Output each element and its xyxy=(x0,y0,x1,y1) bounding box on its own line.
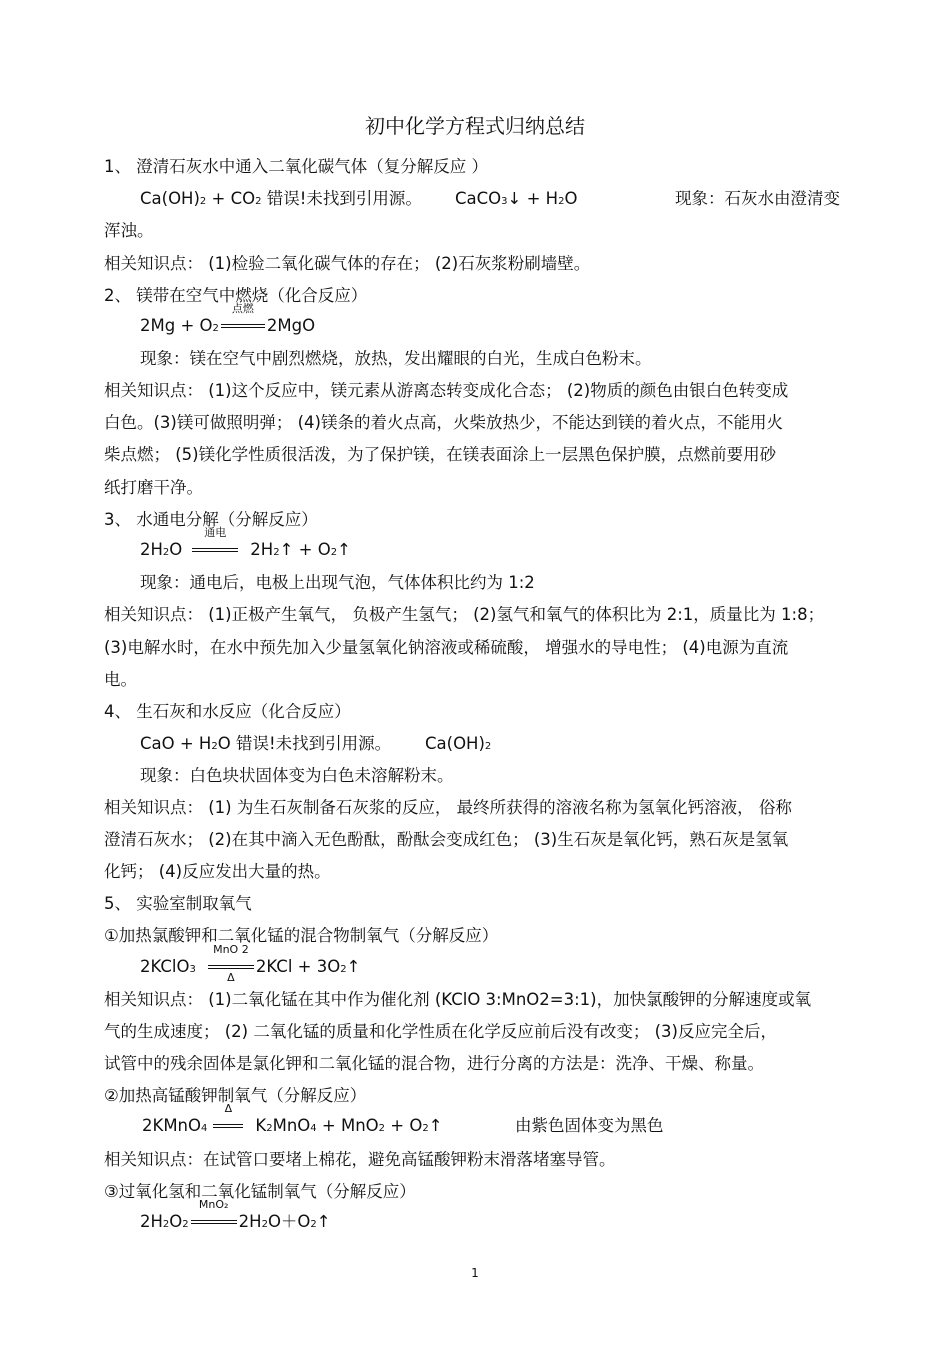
section-5-method-3: ③过氧化氢和二氧化锰制氧气（分解反应） xyxy=(104,1182,416,1201)
page-title: 初中化学方程式归纳总结 xyxy=(365,114,585,138)
equation-1-product: CaCO3↓ + H2O xyxy=(455,189,578,208)
section-5-knowledge-1: 相关知识点： (1)二氧化锰在其中作为催化剂 (KClO 3:MnO2=3:1)，加快氯酸钾的分解速度或氧 xyxy=(104,990,812,1009)
equation-4-product: Ca(OH)2 xyxy=(425,734,492,753)
section-2-knowledge-4: 纸打磨干净。 xyxy=(104,478,203,497)
section-3-heading: 3、 水通电分解（分解反应） xyxy=(104,510,318,529)
section-5-method-1: ①加热氯酸钾和二氧化锰的混合物制氧气（分解反应） xyxy=(104,926,499,945)
section-4-heading: 4、 生石灰和水反应（化合反应） xyxy=(104,702,351,721)
reaction-condition-catalyst: MnO₂ xyxy=(191,1211,237,1233)
section-1-phenomenon: 现象：石灰水由澄清变 xyxy=(675,189,840,208)
section-5-heading: 5、 实验室制取氧气 xyxy=(104,894,252,913)
section-1-knowledge: 相关知识点： (1)检验二氧化碳气体的存在； (2)石灰浆粉刷墙壁。 xyxy=(104,254,591,273)
equation-5-2-note: 由紫色固体变为黑色 xyxy=(515,1116,664,1135)
equation-2: 2Mg + O2 点燃 2MgO xyxy=(140,302,316,335)
section-3-knowledge-2: (3)电解水时，在水中预先加入少量氢氧化钠溶液或稀硫酸， 增强水的导电性； (4)电源为直流 xyxy=(104,638,789,657)
section-4-phenomenon: 现象：白色块状固体变为白色未溶解粉末。 xyxy=(140,766,454,785)
equation-1: Ca(OH)2 + CO2 错误!未找到引用源。 xyxy=(140,189,422,208)
section-2-knowledge-1: 相关知识点： (1)这个反应中，镁元素从游离态转变成化合态； (2)物质的颜色由银白色转变成 xyxy=(104,381,789,400)
section-3-knowledge-3: 电。 xyxy=(104,670,137,689)
equation-5-3: 2H2O2 MnO₂ 2H2O＋O2↑ xyxy=(140,1198,331,1231)
reaction-condition-heat: Δ xyxy=(213,1115,243,1137)
equation-5-2: 2KMnO4 Δ K2MnO4 + MnO2 + O2↑ xyxy=(142,1102,443,1135)
section-2-knowledge-3: 柴点燃； (5)镁化学性质很活泼，为了保护镁，在镁表面涂上一层黑色保护膜，点燃前要用砂 xyxy=(104,445,777,464)
equation-5-1: 2KClO3 MnO 2 Δ 2KCl + 3O2↑ xyxy=(140,943,361,984)
section-5-method-2: ②加热高锰酸钾制氧气（分解反应） xyxy=(104,1086,367,1105)
section-5-knowledge-3: 试管中的残余固体是氯化钾和二氧化锰的混合物，进行分离的方法是：洗净、干燥、称量。 xyxy=(104,1054,764,1073)
section-5-knowledge-2: 气的生成速度； (2) 二氧化锰的质量和化学性质在化学反应前后没有改变； (3)反应完全后， xyxy=(104,1022,777,1041)
section-3-knowledge-1: 相关知识点： (1)正极产生氧气， 负极产生氢气； (2)氢气和氧气的体积比为 2:1，质量比为 1:8； xyxy=(104,605,825,624)
reaction-condition-electrolysis: 通电 xyxy=(192,539,238,561)
section-4-knowledge-2: 澄清石灰水； (2)在其中滴入无色酚酞，酚酞会变成红色； (3)生石灰是氧化钙，熟石灰是氢氧 xyxy=(104,830,789,849)
equation-4: CaO + H2O 错误!未找到引用源。 xyxy=(140,734,392,753)
section-2-heading: 2、 镁带在空气中燃烧（化合反应） xyxy=(104,286,368,305)
section-5-knowledge-4: 相关知识点：在试管口要堵上棉花，避免高锰酸钾粉末滑落堵塞导管。 xyxy=(104,1150,616,1169)
equation-3: 2H2O 通电 2H2↑ + O2↑ xyxy=(140,526,351,559)
section-2-knowledge-2: 白色。(3)镁可做照明弹； (4)镁条的着火点高，火柴放热少，不能达到镁的着火点，不能用火 xyxy=(104,413,783,432)
section-1-phenomenon-cont: 浑浊。 xyxy=(104,221,154,240)
section-4-knowledge-3: 化钙； (4)反应发出大量的热。 xyxy=(104,862,331,881)
section-4-knowledge-1: 相关知识点： (1) 为生石灰制备石灰浆的反应， 最终所获得的溶液名称为氢氧化钙溶液， 俗称 xyxy=(104,798,792,817)
reaction-condition-ignite: 点燃 xyxy=(221,315,265,337)
reaction-condition-catalyst-heat: MnO 2 Δ xyxy=(208,956,254,978)
section-1-heading: 1、 澄清石灰水中通入二氧化碳气体（复分解反应 ） xyxy=(104,157,488,176)
section-3-phenomenon: 现象：通电后，电极上出现气泡，气体体积比约为 1:2 xyxy=(140,573,535,592)
page-number: 1 xyxy=(471,1266,479,1280)
section-2-phenomenon: 现象：镁在空气中剧烈燃烧，放热，发出耀眼的白光，生成白色粉末。 xyxy=(140,349,652,368)
